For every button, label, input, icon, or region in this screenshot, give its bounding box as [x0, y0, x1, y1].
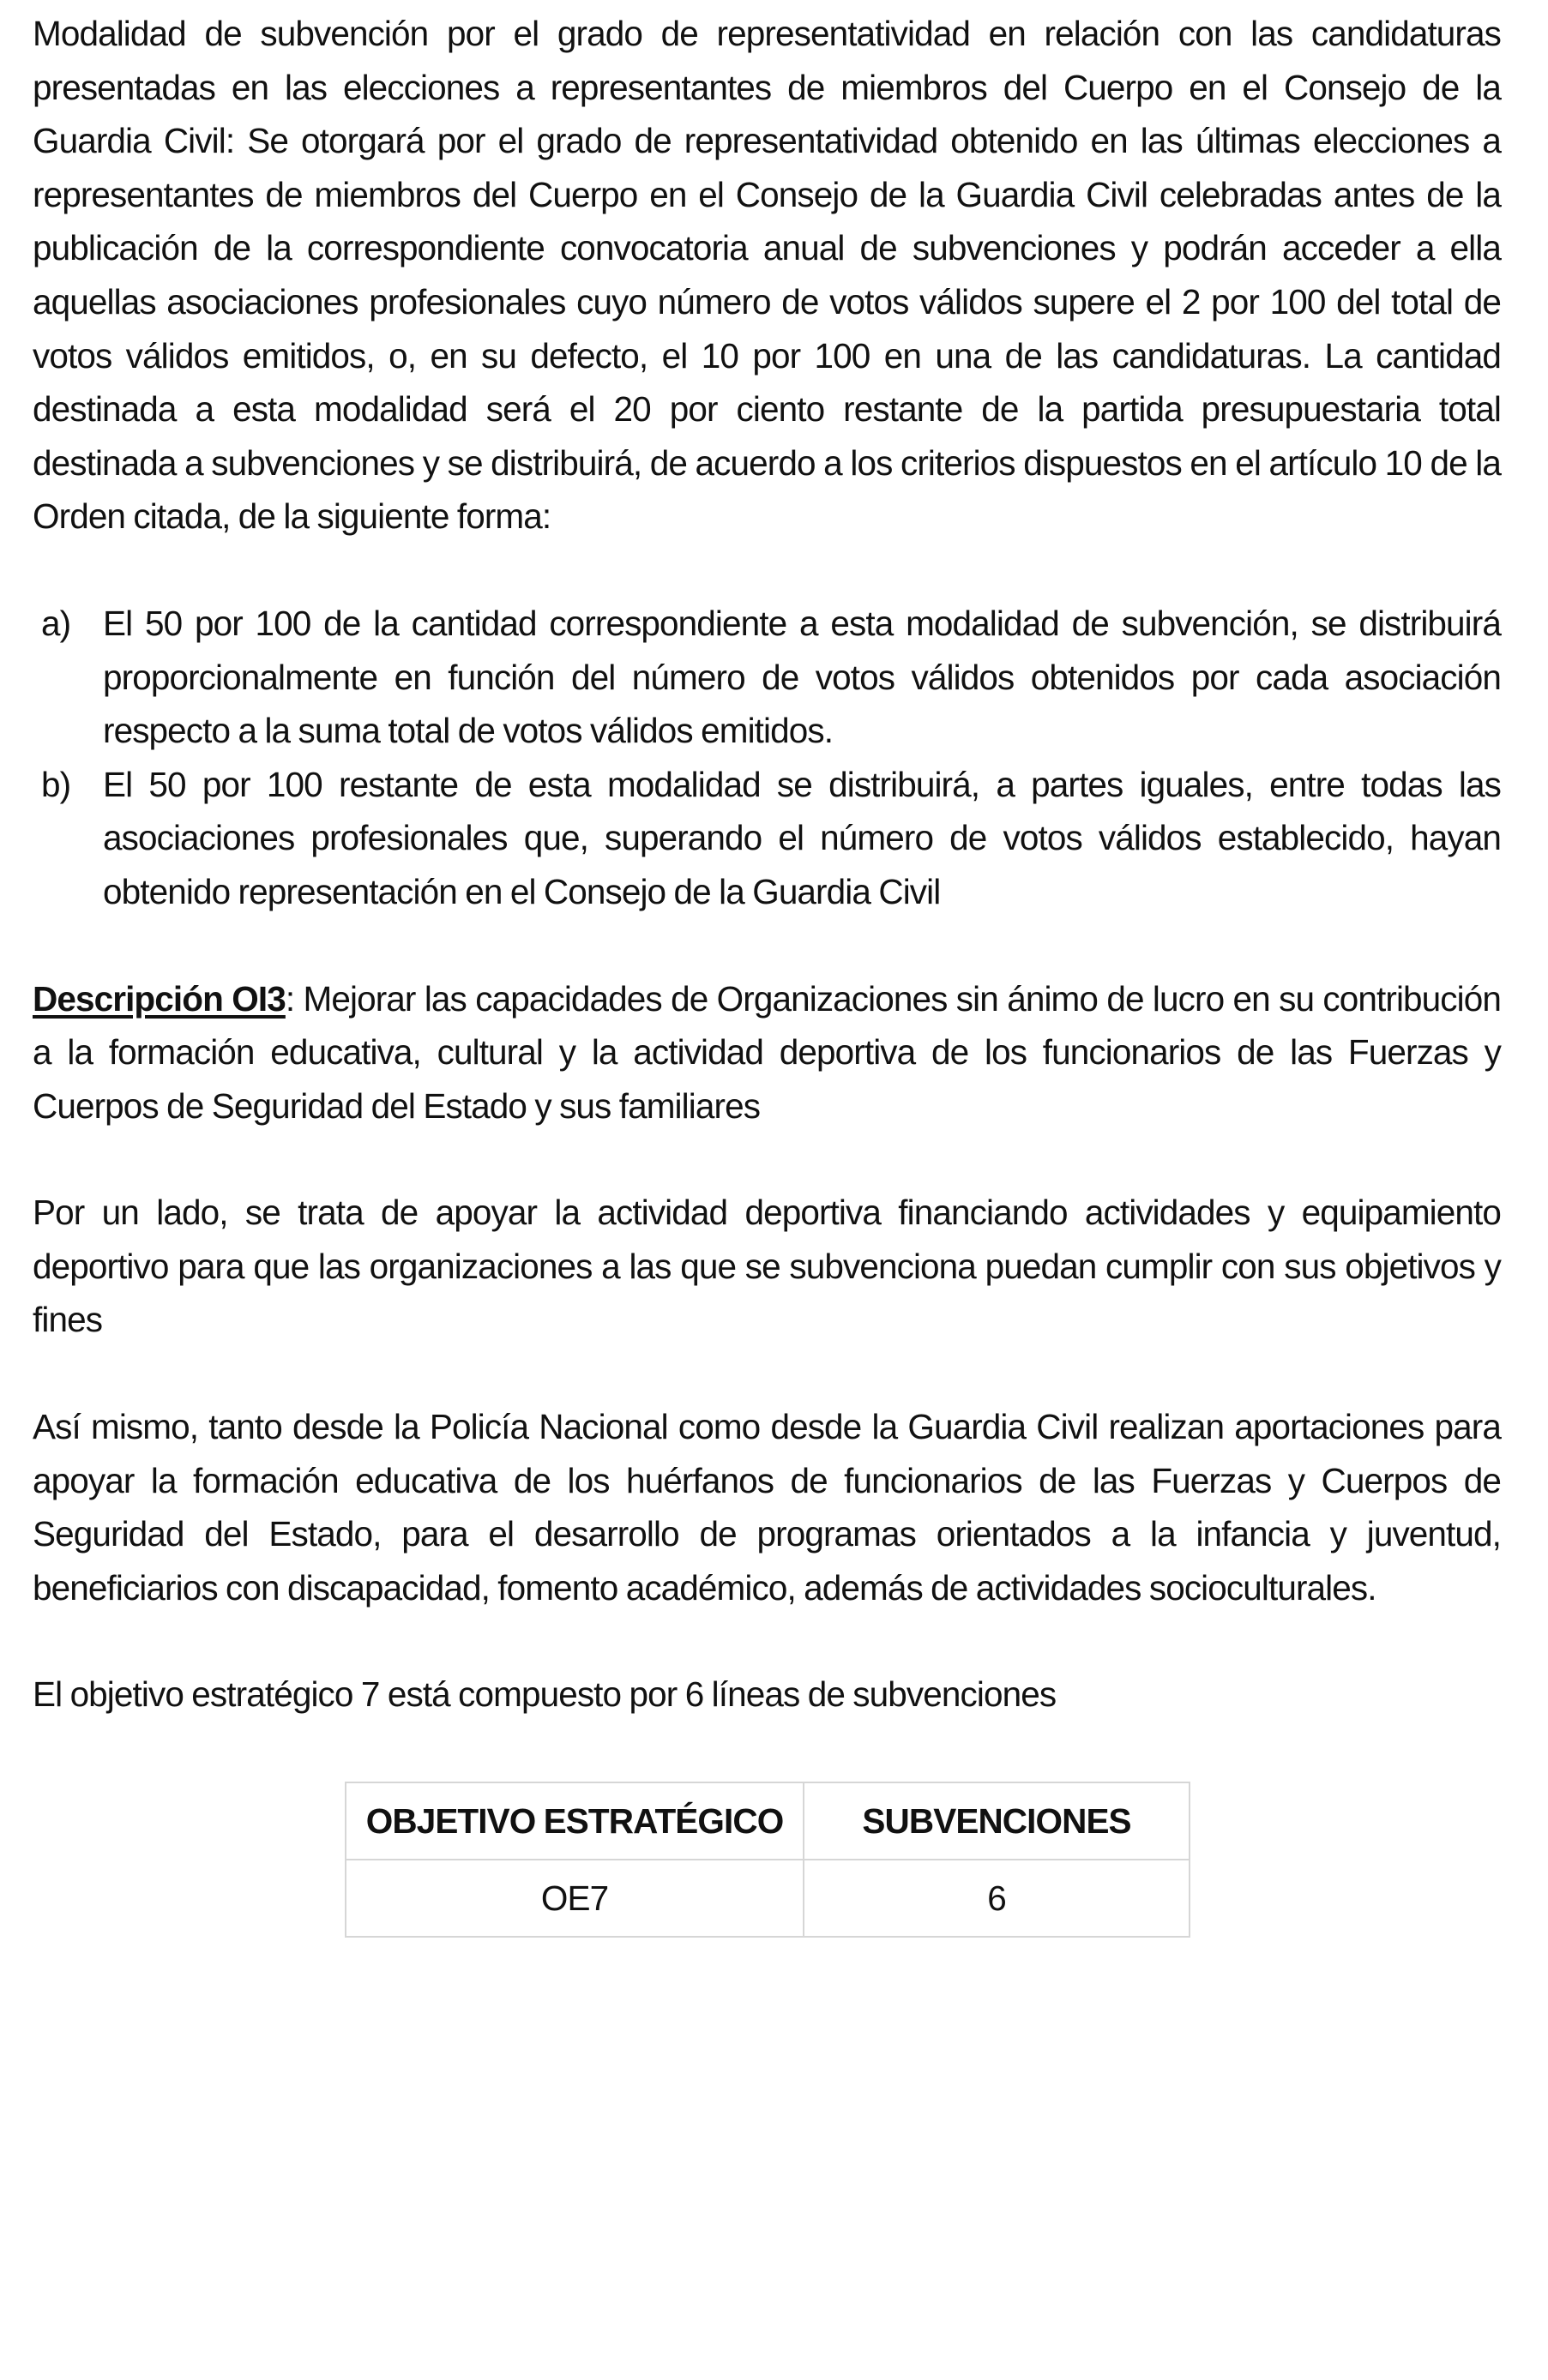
list-item-text: El 50 por 100 de la cantidad correspondiente a esta modalidad de subvención, se distribuirá proporcionalmente en función del número de votos válidos obtenidos por cada asociación respecto a la suma total de votos válidos emitidos.	[103, 603, 1501, 751]
description-label: Descripción OI3	[33, 978, 286, 1019]
header-objetivo: OBJETIVO ESTRATÉGICO	[346, 1782, 804, 1860]
cell-subvenciones: 6	[804, 1860, 1190, 1937]
objective-paragraph: El objetivo estratégico 7 está compuesto por 6 líneas de subvenciones	[33, 1674, 1057, 1715]
distribution-list	[33, 597, 1501, 919]
list-item	[33, 758, 1501, 919]
header-subvenciones: SUBVENCIONES	[804, 1782, 1190, 1860]
document-page	[33, 7, 1501, 1938]
description-text: : Mejorar las capacidades de Organizaciones sin ánimo de lucro en su contribución a la formación educativa, cultural y la actividad deportiva de los funcionarios de las Fuerzas y Cuerpos de Seguridad del Estado y sus familiares	[33, 978, 1501, 1126]
table-row	[346, 1860, 1190, 1937]
list-item	[33, 597, 1501, 758]
intro-paragraph: Modalidad de subvención por el grado de representatividad en relación con las candidaturas presentadas en las elecciones a representantes de miembros del Cuerpo en el Consejo de la Guardia Civil: Se otorgará por el grado de representatividad obtenido en las últimas elecciones a representantes de miembros del Cuerpo en el Consejo de la Guardia Civil celebradas antes de la publicación de la correspondiente convocatoria anual de subvenciones y podrán acceder a ella aquellas asociaciones profesionales cuyo número de votos válidos supere el 2 por 100 del total de votos válidos emitidos, o, en su defecto, el 10 por 100 en una de las candidaturas. La cantidad destinada a esta modalidad será el 20 por ciento restante de la partida presupuestaria total destinada a subvenciones y se distribuirá, de acuerdo a los criterios dispuestos en el artículo 10 de la Orden citada, de la siguiente forma:	[33, 14, 1501, 537]
list-marker: b)	[41, 764, 71, 804]
table-header-row	[346, 1782, 1190, 1860]
cell-objetivo: OE7	[346, 1860, 804, 1937]
sport-paragraph: Por un lado, se trata de apoyar la actividad deportiva financiando actividades y equipamiento deportivo para que las organizaciones a las que se subvenciona puedan cumplir con sus objetivos y fines	[33, 1193, 1501, 1340]
education-paragraph: Así mismo, tanto desde la Policía Nacional como desde la Guardia Civil realizan aportaciones para apoyar la formación educativa de los huérfanos de funcionarios de las Fuerzas y Cuerpos de Seguridad del Estado, para el desarrollo de programas orientados a la infancia y juventud, beneficiarios con discapacidad, fomento académico, además de actividades socioculturales.	[33, 1407, 1501, 1608]
list-item-text: El 50 por 100 restante de esta modalidad se distribuirá, a partes iguales, entre todas las asociaciones profesionales que, superando el número de votos válidos establecido, hayan obtenido representación en el Consejo de la Guardia Civil	[103, 764, 1501, 911]
description-paragraph	[33, 972, 1501, 1133]
objectives-table	[345, 1782, 1190, 1938]
objectives-table-wrapper	[345, 1782, 1501, 1938]
list-marker: a)	[41, 603, 71, 643]
